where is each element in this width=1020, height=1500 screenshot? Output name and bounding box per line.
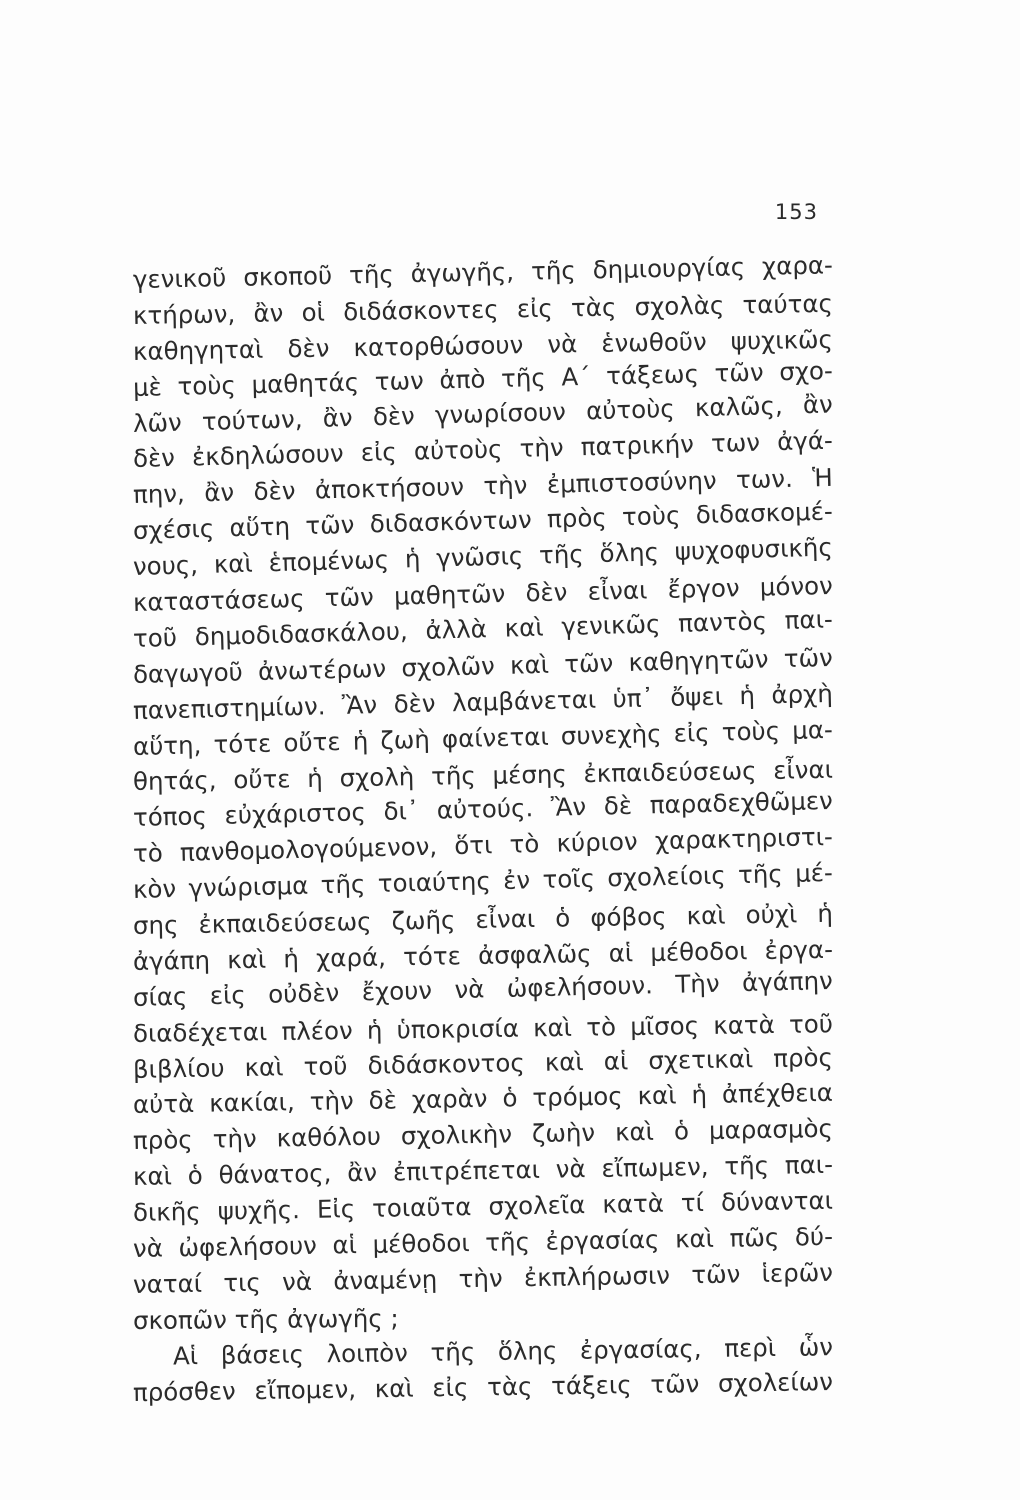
text-line: μὲ τοὺς μαθητάς των ἀπὸ τῆς Α΄ τάξεως τῶν σχο- (132, 355, 834, 402)
text-line: γενικοῦ σκοποῦ τῆς ἀγωγῆς, τῆς δημιουργίας χαρα- (132, 250, 834, 294)
text-line: ἀγάπη καὶ ἡ χαρά, τότε ἀσφαλῶς αἱ μέθοδοι ἐργα- (132, 934, 834, 976)
text-line: διαδέχεται πλέον ἡ ὑποκρισία καὶ τὸ μῖσος κατὰ τοῦ (132, 1008, 834, 1048)
text-line: σχέσις αὕτη τῶν διδασκόντων πρὸς τοὺς διδασκομέ- (132, 496, 834, 546)
text-line: τοῦ δημοδιδασκάλου, ἀλλὰ καὶ γενικῶς παντὸς παι- (132, 604, 834, 653)
text-line: θητάς, οὔτε ἡ σχολὴ τῆς μέσης ἐκπαιδεύσεως εἶναι (132, 755, 834, 797)
text-line: αὕτη, τότε οὔτε ἡ ζωὴ φαίνεται συνεχὴς εἰς τοὺς μα- (132, 714, 834, 761)
text-line: νους, καὶ ἑπομένως ἡ γνῶσις τῆς ὅλης ψυχοφυσικῆς (132, 532, 834, 582)
text-line: πην, ἂν δὲν ἀποκτήσουν τὴν ἐμπιστοσύνην των. Ἡ (132, 463, 834, 510)
text-line: νὰ ὠφελήσουν αἱ μέθοδοι τῆς ἐργασίας καὶ πῶς δύ- (132, 1221, 834, 1264)
text-line: σκοπῶν τῆς ἀγωγῆς ; (132, 1303, 399, 1335)
body-text (132, 250, 834, 1411)
text-line: Αἱ βάσεις λοιπὸν τῆς ὅλης ἐργασίας, περὶ ὧν (172, 1331, 834, 1371)
text-line: σίας εἰς οὐδὲν ἔχουν νὰ ὠφελήσουν. Τὴν ἀγάπην (132, 965, 834, 1012)
text-line: αὐτὰ κακίαι, τὴν δὲ χαρὰν ὁ τρόμος καὶ ἡ ἀπέχθεια (132, 1078, 834, 1120)
text-line: σης ἐκπαιδεύσεως ζωῆς εἶναι ὁ φόβος καὶ οὐχὶ ἡ (132, 898, 834, 941)
text-line: ναταί τις νὰ ἀναμένῃ τὴν ἐκπλήρωσιν τῶν ἱερῶν (132, 1257, 834, 1299)
text-line: λῶν τούτων, ἂν δὲν γνωρίσουν αὐτοὺς καλῶς, ἂν (132, 389, 834, 438)
text-line: καταστάσεως τῶν μαθητῶν δὲν εἶναι ἔργον μόνον (132, 570, 834, 618)
page-number: 153 (774, 200, 818, 224)
text-line: τόπος εὐχάριστος δι᾽ αὐτούς. Ἂν δὲ παραδεχθῶμεν (132, 786, 834, 833)
text-line: κὸν γνώρισμα τῆς τοιαύτης ἐν τοῖς σχολείοις τῆς μέ- (132, 858, 834, 905)
text-line: βιβλίου καὶ τοῦ διδάσκοντος καὶ αἱ σχετικαὶ πρὸς (132, 1042, 834, 1084)
text-line: δικῆς ψυχῆς. Εἰς τοιαῦτα σχολεῖα κατὰ τί δύνανται (132, 1185, 834, 1228)
text-line: κτήρων, ἂν οἱ διδάσκοντες εἰς τὰς σχολὰς ταύτας (132, 288, 834, 330)
text-line: καὶ ὁ θάνατος, ἂν ἐπιτρέπεται νὰ εἴπωμεν, τῆς παι- (132, 1150, 834, 1192)
text-line: δαγωγοῦ ἀνωτέρων σχολῶν καὶ τῶν καθηγητῶν τῶν (132, 642, 834, 689)
text-line: τὸ πανθομολογούμενον, ὅτι τὸ κύριον χαρακτηριστι- (132, 822, 834, 869)
text-line: καθηγηταὶ δὲν κατορθώσουν νὰ ἑνωθοῦν ψυχικῶς (132, 324, 834, 366)
text-line: δὲν ἐκδηλώσουν εἰς αὐτοὺς τὴν πατρικήν των ἀγά- (132, 426, 834, 474)
text-line: πρὸς τὴν καθόλου σχολικὴν ζωὴν καὶ ὁ μαρασμὸς (132, 1114, 834, 1156)
text-line: πανεπιστημίων. Ἂν δὲν λαμβάνεται ὑπ᾽ ὄψει ἡ ἀρχὴ (132, 678, 834, 725)
text-line: πρόσθεν εἴπομεν, καὶ εἰς τὰς τάξεις τῶν σχολείων (132, 1366, 834, 1407)
